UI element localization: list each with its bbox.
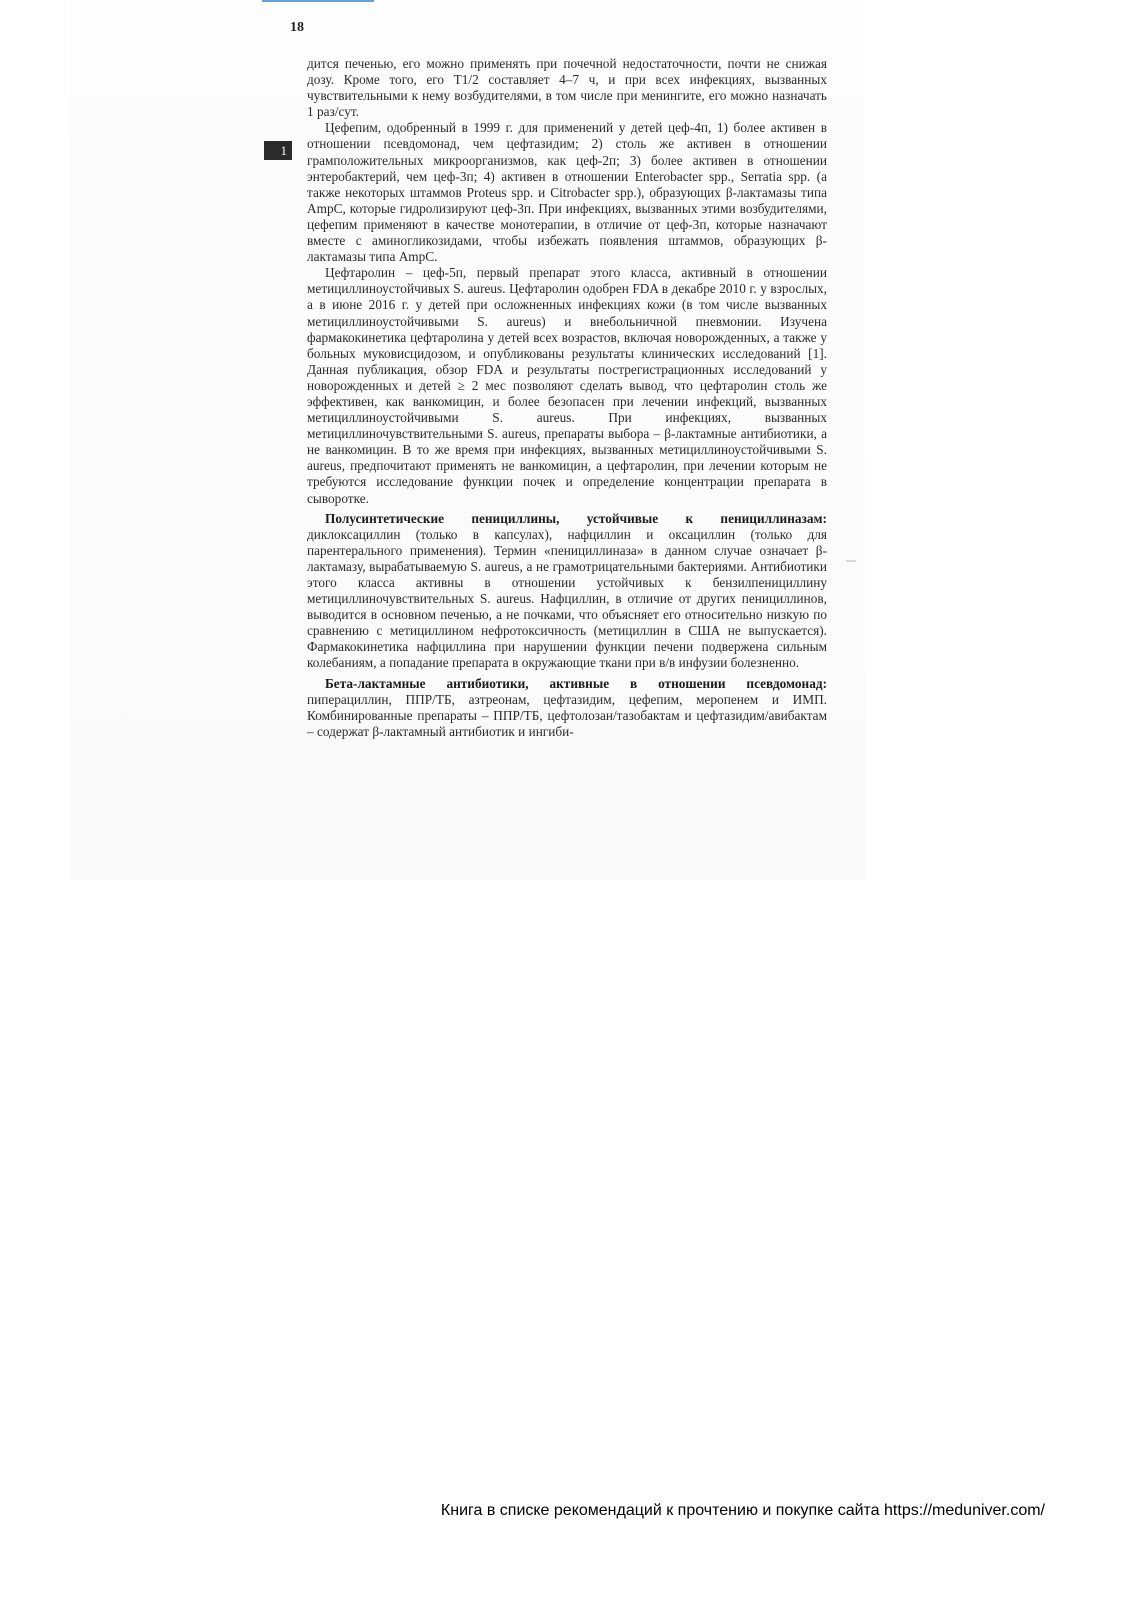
chapter-tab: 1 xyxy=(264,141,292,160)
paragraph-text: диклоксациллин (только в капсулах), нафциллин и оксациллин (только для парентерального применения). Термин «пенициллиназа» в данном случае означает β-лактамазу, вырабатываемую S. aureus, а не грамотрицательными бактериями. Антибиотики этого класса активны в отношении устойчивых к бензилпенициллину метициллиночувствительных S. aureus. Нафциллин, в отличие от других пенициллинов, выводится в основном печенью, а не почками, что объясняет его относительно низкую по сравнению с метициллином нефротоксичность (метициллин в США не выпускается). Фармакокинетика нафциллина при нарушении функции печени подвержена сильным колебаниям, а попадание препарата в окружающие ткани при в/в инфузии болезненно. xyxy=(307,526,827,671)
paragraph-ceftaroline: Цефтаролин – цеф-5п, первый препарат этого класса, активный в отношении метициллиноустойчивых S. aureus. Цефтаролин одобрен FDA в декабре 2010 г. у взрослых, а в июне 2016 г. у детей при осложненных инфекциях кожи (в том числе вызванных метициллиноустойчивыми S. aureus) и внебольничной пневмонии. Изучена фармакокинетика цефтаролина у детей всех возрастов, включая новорожденных, а также у больных муковисцидозом, и опубликованы результаты клинических исследований [1]. Данная публикация, обзор FDA и результаты пострегистрационных исследований у новорожденных и детей ≥ 2 мес позволяют сделать вывод, что цефтаролин столь же эффективен, как ванкомицин, и более безопасен при лечении инфекций, вызванных метициллиноустойчивыми S. aureus. При инфекциях, вызванных метициллиночувствительными S. aureus, препараты выбора – β-лактамные антибиотики, а не ванкомицин. В то же время при инфекциях, вызванных метициллиноустойчивыми S. aureus, предпочитают применять не ванкомицин, а цефтаролин, при лечении которым не требуются исследование функции почек и определение концентрации препарата в сыворотке. xyxy=(307,265,827,506)
paragraph-cefepime: Цефепим, одобренный в 1999 г. для применений у детей цеф-4п, 1) более активен в отношении псевдомонад, чем цефтазидим; 2) столь же активен в отношении грамположительных микроорганизмов, как цеф-2п; 3) более активен в отношении энтеробактерий, чем цеф-3п; 4) активен в отношении Enterobacter spp., Serratia spp. (а также некоторых штаммов Proteus spp. и Citrobacter spp.), образующих β-лактамазы типа AmpC, которые гидролизируют цеф-3п. При инфекциях, вызванных этими возбудителями, цефепим применяют в качестве монотерапии, в отличие от цеф-3п, которые назначают вместе с аминогликозидами, чтобы избежать появления штаммов, образующих β-лактамазы типа AmpC. xyxy=(307,120,827,265)
paragraph-continuation: дится печенью, его можно применять при почечной недостаточности, почти не снижая дозу. Кроме того, его T1/2 составляет 4–7 ч, и при всех инфекциях, вызванных чувствительными к нему возбудителями, в том числе при менингите, его можно назначать 1 раз/сут. xyxy=(307,56,827,120)
footer-text: Книга в списке рекомендаций к прочтению и покупке сайта xyxy=(440,1502,885,1519)
page-number: 18 xyxy=(290,20,304,35)
scan-smudge xyxy=(846,560,856,562)
body-text xyxy=(307,56,827,740)
paragraph-antipseudomonal xyxy=(307,676,827,740)
paragraph-text: пиперациллин, ППР/ТБ, азтреонам, цефтазидим, цефепим, меропенем и ИМП. Комбинированные препараты – ППР/ТБ, цефтолозан/тазобактам и цефтазидим/авибактам – содержат β-лактамный антибиотик и ингиби- xyxy=(307,691,827,739)
paragraph-penicillinase-resistant xyxy=(307,511,827,672)
section-heading: Полусинтетические пенициллины, устойчивые к пенициллиназам: xyxy=(325,510,827,526)
section-heading: Бета-лактамные антибиотики, активные в отношении псевдомонад: xyxy=(325,675,827,691)
footer-note xyxy=(441,1502,1045,1520)
footer-link[interactable]: https://meduniver.com/ xyxy=(884,1502,1045,1519)
top-rule xyxy=(262,0,374,2)
